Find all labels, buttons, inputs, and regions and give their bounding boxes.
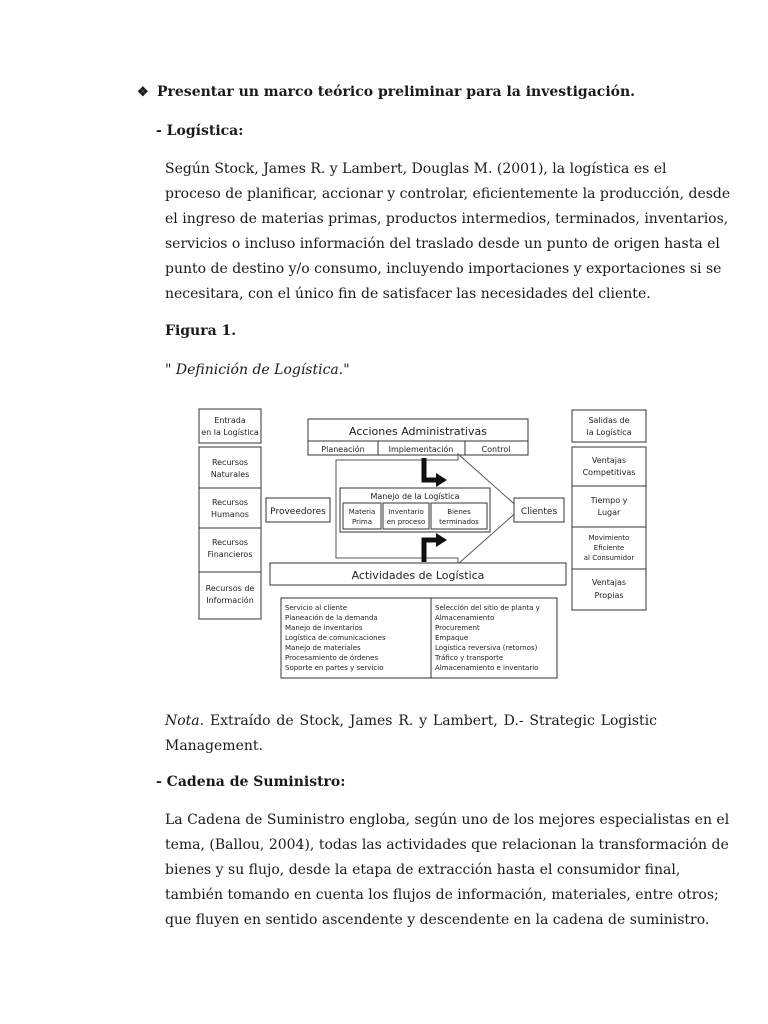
- right-item-line: Tiempo y: [590, 496, 628, 505]
- paragraph-line: La Cadena de Suministro engloba, según uno de los mejores especialistas en el: [165, 812, 730, 828]
- logistics-management: [340, 488, 490, 532]
- paragraph-cadena: [165, 808, 730, 933]
- admin-item: Planeación: [321, 445, 365, 454]
- paragraph-line: servicios o incluso información del traslado desde un punto de origen hasta el: [165, 236, 720, 252]
- note-line: Management.: [165, 738, 263, 754]
- figure-title: " Definición de Logística.": [165, 362, 350, 378]
- logistics-diagram: [190, 404, 660, 692]
- activity-item: Empaque: [435, 634, 469, 642]
- left-header-line: en la Logística: [201, 428, 259, 437]
- management-item-line: terminados: [439, 518, 479, 526]
- right-item-line: Ventajas: [591, 578, 627, 587]
- paragraph-line: Según Stock, James R. y Lambert, Douglas M. (2001), la logística es el: [165, 161, 667, 177]
- left-item-line: Recursos: [211, 538, 249, 547]
- activity-item: Almacenamiento e inventario: [435, 664, 539, 672]
- clients-label: Clientes: [520, 507, 558, 517]
- admin-item: Implementación: [388, 445, 454, 454]
- left-item-line: Información: [206, 596, 254, 605]
- activity-item: Procesamiento de órdenes: [285, 654, 379, 662]
- activity-item: Logística de comunicaciones: [285, 634, 386, 642]
- admin-item: Control: [481, 445, 511, 454]
- management-title: Manejo de la Logística: [370, 492, 460, 501]
- right-item-line: Movimiento: [588, 534, 630, 542]
- left-header-line: Entrada: [214, 416, 246, 425]
- paragraph-line: punto de destino y/o consumo, incluyendo importaciones y exportaciones si se: [165, 261, 722, 277]
- section-title-logistica: - Logística:: [156, 123, 244, 139]
- figure-note: [165, 709, 657, 759]
- activity-item: Servicio al cliente: [285, 604, 348, 612]
- left-item-line: Humanos: [211, 510, 249, 519]
- activity-item: Procurement: [435, 624, 480, 632]
- activity-item: Manejo de materiales: [285, 644, 361, 652]
- paragraph-line: que fluyen en sentido ascendente y descendente en la cadena de suministro.: [165, 912, 710, 928]
- management-item-line: Materia: [348, 508, 376, 516]
- right-header-line: Salidas de: [588, 416, 630, 425]
- right-item-line: Ventajas: [591, 456, 627, 465]
- suppliers-label: Proveedores: [270, 507, 326, 517]
- right-item-line: al Consumidor: [583, 554, 635, 562]
- paragraph-line: el ingreso de materias primas, productos intermedios, terminados, inventarios,: [165, 211, 729, 227]
- right-item-line: Propias: [594, 591, 624, 600]
- logistics-activities: [270, 563, 566, 678]
- note-label: Nota.: [165, 713, 205, 729]
- activities-title: Actividades de Logística: [351, 569, 485, 582]
- management-item-line: Bienes: [447, 508, 471, 516]
- activity-item: Planeación de la demanda: [285, 614, 378, 622]
- management-item-line: en proceso: [386, 518, 426, 526]
- main-heading-text: Presentar un marco teórico preliminar para la investigación.: [157, 84, 636, 100]
- main-heading: [137, 84, 635, 100]
- note-line: [165, 709, 657, 734]
- paragraph-line: necesitara, con el único fin de satisfacer las necesidades del cliente.: [165, 286, 651, 302]
- activity-item: Logística reversiva (retornos): [435, 644, 538, 652]
- left-item-line: Recursos de: [205, 584, 255, 593]
- paragraph-line: proceso de planificar, accionar y controlar, eficientemente la producción, desde: [165, 186, 731, 202]
- paragraph-logistica: [165, 157, 731, 307]
- activity-item: Almacenamiento: [435, 614, 495, 622]
- left-column: [199, 409, 261, 619]
- management-item-line: Prima: [351, 518, 373, 526]
- figure-label: Figura 1.: [165, 323, 237, 339]
- left-item-line: Recursos: [211, 498, 249, 507]
- paragraph-line: tema, (Ballou, 2004), todas las actividades que relacionan la transformación de: [165, 837, 729, 853]
- admin-actions: [308, 419, 528, 455]
- left-item-line: Recursos: [211, 458, 249, 467]
- paragraph-line: bienes y su flujo, desde la etapa de extracción hasta el consumidor final,: [165, 862, 681, 878]
- activity-item: Selección del sitio de planta y: [435, 604, 540, 612]
- left-item-line: Naturales: [210, 470, 250, 479]
- admin-title: Acciones Administrativas: [349, 425, 487, 438]
- activity-item: Tráfico y transporte: [435, 654, 504, 662]
- right-item-line: Competitivas: [582, 468, 636, 477]
- right-item-line: Eficiente: [593, 544, 625, 552]
- management-item-line: Inventario: [388, 508, 424, 516]
- right-header-box: [572, 410, 646, 442]
- note-text: Extraído de Stock, James R. y Lambert, D.- Strategic Logistic: [204, 713, 657, 729]
- diamond-bullet-icon: ❖: [137, 85, 149, 100]
- left-item-line: Financieros: [207, 550, 253, 559]
- right-item-line: Lugar: [597, 508, 621, 517]
- right-column: [572, 410, 646, 610]
- section-title-cadena: - Cadena de Suministro:: [156, 774, 346, 790]
- left-header-box: [199, 409, 261, 443]
- activity-item: Manejo de inventarios: [285, 624, 363, 632]
- right-header-line: la Logística: [586, 428, 632, 437]
- paragraph-line: también tomando en cuenta los flujos de información, materiales, entre otros;: [165, 887, 719, 903]
- activity-item: Soporte en partes y servicio: [285, 664, 384, 672]
